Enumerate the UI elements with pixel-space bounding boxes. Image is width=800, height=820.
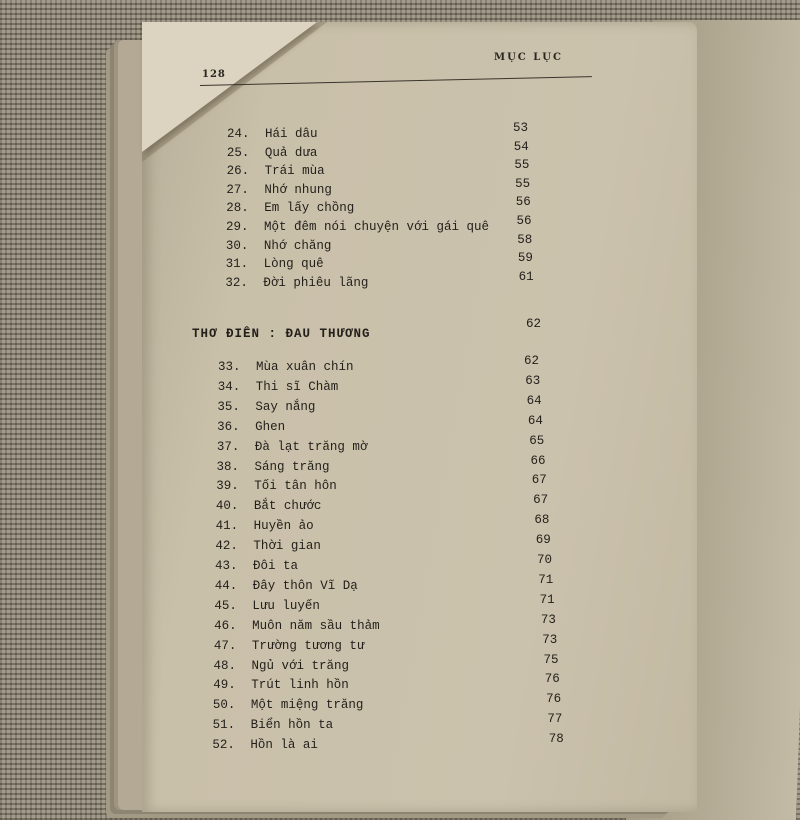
- entry-number: 30.: [225, 238, 249, 253]
- entry-title: Một đêm nói chuyện với gái quê: [264, 220, 490, 234]
- toc-entry: [216, 473, 556, 497]
- toc-entry: [216, 453, 557, 478]
- entry-title: Đà lạt trăng mờ: [254, 439, 368, 454]
- toc-entry: [212, 692, 562, 716]
- running-head: MỤC LỤC: [494, 52, 563, 63]
- entry-number: 32.: [225, 275, 248, 290]
- entry-page-number: 56: [515, 195, 531, 210]
- toc-entry: [226, 214, 566, 238]
- book-page: [142, 22, 697, 812]
- toc-entry: [218, 354, 558, 378]
- entry-number: 48.: [213, 658, 237, 673]
- toc-entry: [225, 269, 565, 294]
- entry-number: 50.: [212, 698, 236, 713]
- entry-page-number: 56: [516, 214, 532, 228]
- entry-title: Muôn năm sầu thảm: [252, 618, 380, 633]
- entry-title: Lưu luyến: [252, 598, 320, 613]
- entry-number: 45.: [214, 598, 237, 613]
- entry-page-number: 58: [517, 232, 533, 247]
- entry-title: Quả dưa: [264, 145, 318, 160]
- entry-title: Trường tương tư: [251, 638, 365, 653]
- entry-number: 46.: [214, 618, 237, 633]
- entry-number: 34.: [217, 379, 241, 394]
- toc-entry: [214, 592, 555, 617]
- entry-number: 28.: [226, 201, 249, 216]
- entry-number: 37.: [216, 439, 240, 454]
- entry-title: Hồn là ai: [250, 738, 318, 753]
- entry-page-number: 53: [513, 121, 529, 135]
- entry-page-number: 55: [514, 158, 530, 173]
- toc-entry: [213, 672, 560, 696]
- entry-page-number: 64: [527, 413, 543, 428]
- toc-entry: [213, 652, 559, 677]
- section-page-number: 62: [526, 317, 542, 331]
- entry-number: 49.: [213, 678, 236, 693]
- entry-page-number: 65: [529, 433, 545, 448]
- entry-title: Ghen: [255, 419, 286, 434]
- entry-title: Đời phiêu lãng: [263, 275, 369, 290]
- toc-entry: [217, 393, 557, 418]
- entry-title: Sáng trăng: [254, 459, 330, 474]
- entry-page-number: 61: [518, 269, 534, 284]
- entry-title: Thi sĩ Chàm: [255, 379, 339, 394]
- entry-number: 31.: [225, 257, 249, 272]
- entry-page-number: 62: [524, 354, 540, 368]
- entry-title: Ngủ với trăng: [251, 658, 350, 673]
- entry-number: 35.: [217, 399, 240, 414]
- entry-number: 25.: [226, 145, 250, 160]
- entry-number: 26.: [226, 164, 250, 179]
- entry-title: Đôi ta: [253, 559, 299, 573]
- entry-number: 24.: [227, 127, 250, 141]
- toc-entry: [225, 251, 566, 275]
- page-number: 128: [202, 69, 226, 80]
- entry-page-number: 54: [513, 139, 529, 154]
- toc-entry: [214, 572, 555, 597]
- entry-title: Trái mùa: [264, 164, 325, 179]
- entry-page-number: 67: [531, 473, 547, 488]
- toc-entry: [216, 433, 557, 458]
- toc-entry: [215, 513, 556, 537]
- entry-page-number: 64: [526, 393, 542, 408]
- toc-entry: [215, 553, 555, 577]
- entry-number: 44.: [214, 578, 238, 593]
- entry-title: Huyền ảo: [253, 519, 314, 534]
- entry-page-number: 75: [543, 652, 559, 667]
- entry-number: 38.: [216, 459, 240, 474]
- entry-number: 41.: [215, 519, 239, 534]
- entry-title: Đây thôn Vĩ Dạ: [252, 578, 358, 593]
- toc-entry: [212, 712, 563, 736]
- entry-title: Biển hồn ta: [250, 718, 334, 733]
- entry-number: 51.: [212, 718, 236, 733]
- toc-entry: [215, 533, 555, 557]
- entry-number: 40.: [215, 499, 239, 514]
- entry-title: Nhớ nhung: [264, 182, 332, 197]
- entry-title: Say nắng: [255, 399, 316, 414]
- toc-entry: [215, 493, 556, 517]
- entry-page-number: 63: [525, 373, 541, 388]
- toc-entry: [226, 195, 566, 219]
- section-title: THƠ ĐIÊN : ĐAU THƯƠNG: [192, 327, 371, 341]
- entry-page-number: 71: [539, 592, 555, 607]
- entry-title: Thời gian: [253, 539, 321, 554]
- toc-entry: [212, 732, 564, 756]
- entry-page-number: 77: [547, 712, 563, 727]
- entry-number: 47.: [213, 638, 237, 653]
- entry-title: Nhớ chăng: [263, 238, 332, 253]
- entry-number: 39.: [216, 479, 239, 494]
- entry-page-number: 73: [542, 632, 558, 647]
- entry-page-number: 55: [515, 176, 531, 191]
- entry-number: 43.: [215, 559, 238, 573]
- entry-page-number: 76: [544, 672, 560, 687]
- entry-number: 33.: [218, 360, 241, 374]
- toc-entry: [217, 373, 558, 398]
- toc-entry: [213, 632, 558, 657]
- entry-page-number: 73: [540, 612, 556, 627]
- entry-page-number: 66: [530, 453, 546, 468]
- entry-page-number: 71: [538, 572, 554, 587]
- entry-number: 36.: [217, 419, 240, 434]
- toc-entry: [217, 413, 557, 438]
- entry-title: Hái dâu: [265, 127, 318, 141]
- entry-title: Lòng quê: [263, 257, 324, 272]
- toc-entry: [225, 232, 566, 257]
- entry-title: Mùa xuân chín: [256, 360, 354, 374]
- entry-page-number: 76: [546, 692, 562, 707]
- entry-page-number: 68: [534, 513, 550, 528]
- entry-title: Trút linh hồn: [251, 678, 349, 693]
- entry-number: 42.: [215, 539, 238, 554]
- entry-page-number: 78: [548, 732, 564, 747]
- entry-page-number: 59: [517, 251, 533, 266]
- entry-title: Tối tân hôn: [254, 479, 337, 494]
- entry-number: 27.: [226, 182, 249, 197]
- toc-entry: [214, 612, 556, 637]
- entry-number: 29.: [226, 220, 249, 234]
- entry-title: Một miệng trăng: [250, 698, 364, 713]
- entry-page-number: 67: [533, 493, 549, 508]
- entry-title: Em lấy chồng: [264, 201, 355, 216]
- entry-page-number: 70: [537, 553, 553, 567]
- entry-title: Bắt chước: [253, 499, 322, 514]
- entry-page-number: 69: [535, 533, 551, 548]
- entry-number: 52.: [212, 738, 235, 753]
